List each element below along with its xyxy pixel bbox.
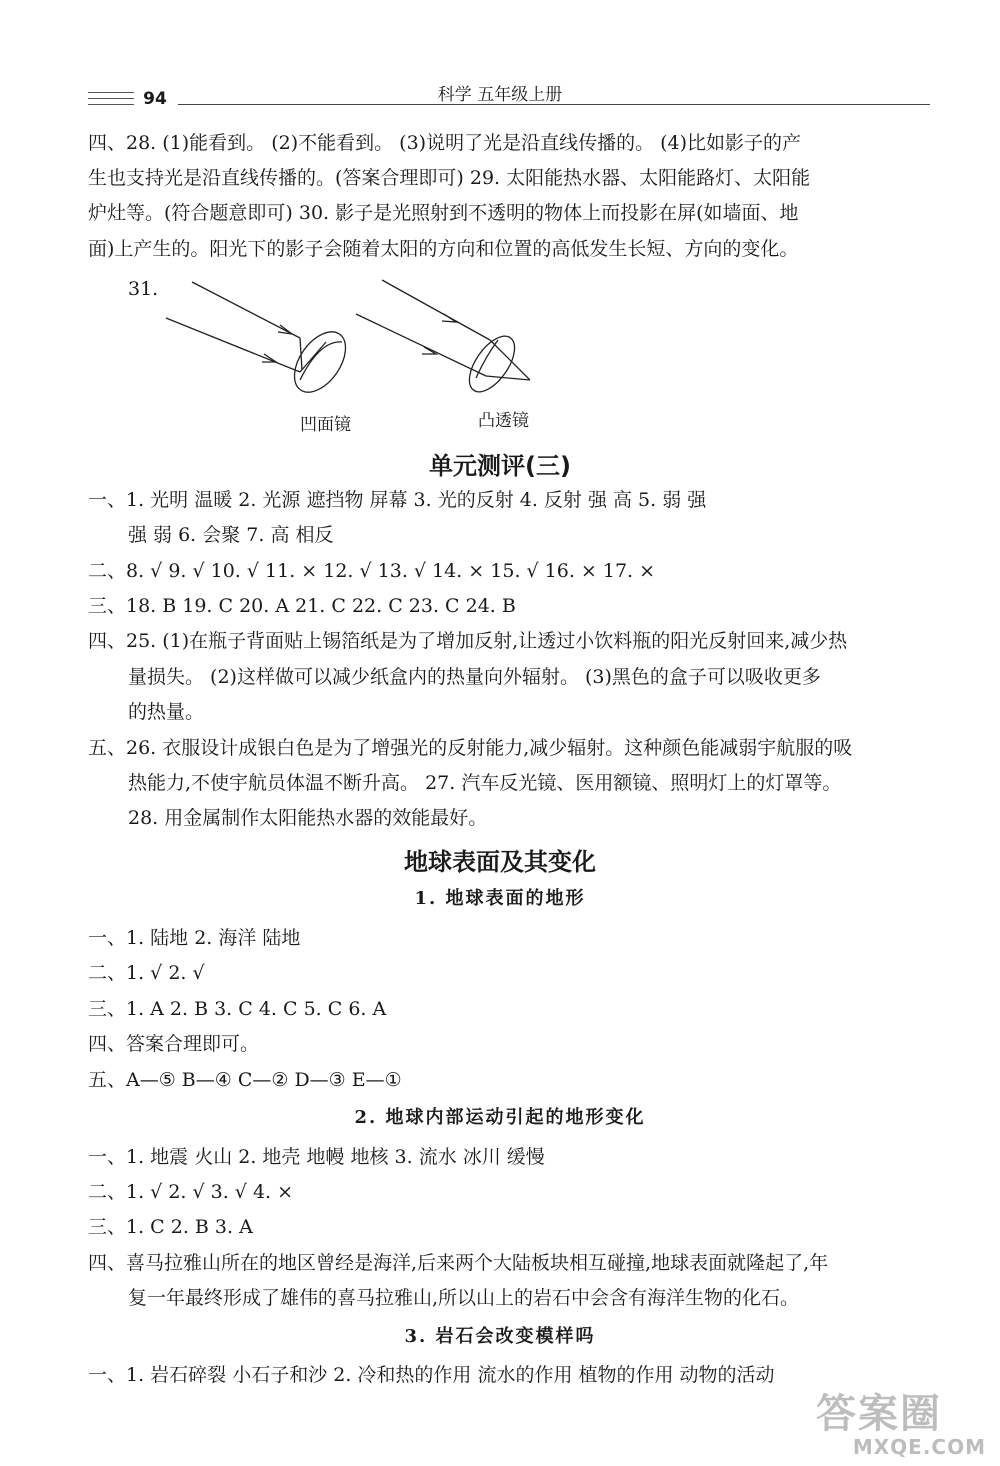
answer-line: 一、1. 地震 火山 2. 地壳 地幔 地核 3. 流水 冰川 缓慢 — [88, 1146, 545, 1168]
reflected-ray — [300, 342, 326, 372]
diagram-label-convex-lens: 凸透镜 — [478, 411, 529, 431]
header-rule — [178, 104, 930, 105]
incident-ray — [192, 282, 300, 338]
answer-line: 五、26. 衣服设计成银白色是为了增强光的反射能力,减少辐射。这种颜色能减弱宇航服的吸 — [88, 737, 853, 759]
answer-line: 面)上产生的。阳光下的影子会随着太阳的方向和位置的高低发生长短、方向的变化。 — [88, 238, 799, 260]
answer-line: 热能力,不使宇航员体温不断升高。 27. 汽车反光镜、医用额镜、照明灯上的灯罩等。 — [128, 772, 842, 794]
watermark-text: 答案圈 — [816, 1391, 942, 1437]
page-number: 94 — [143, 89, 167, 109]
answer-line: 一、1. 光明 温暖 2. 光源 遮挡物 屏幕 3. 光的反射 4. 反射 强 高 5. 弱 强 — [88, 489, 707, 511]
unit-test-3-title: 单元测评(三) — [429, 452, 571, 480]
answer-line: 一、1. 陆地 2. 海洋 陆地 — [88, 927, 301, 949]
subsection-title: 1. 地球表面的地形 — [414, 888, 586, 909]
answer-line: 五、A—⑤ B—④ C—② D—③ E—① — [88, 1069, 402, 1091]
answer-line: 四、答案合理即可。 — [88, 1033, 260, 1055]
answer-line: 二、1. √ 2. √ — [88, 962, 205, 984]
answer-line: 的热量。 — [128, 701, 205, 723]
answer-line: 复一年最终形成了雄伟的喜马拉雅山,所以山上的岩石中会含有海洋生物的化石。 — [128, 1287, 800, 1309]
answer-line: 量损失。 (2)这样做可以减少纸盒内的热量向外辐射。 (3)黑色的盒子可以吸收更多 — [128, 666, 821, 688]
answer-line: 四、25. (1)在瓶子背面贴上锡箔纸是为了增加反射,让透过小饮料瓶的阳光反射回来,减少热 — [88, 630, 848, 652]
question-31-label: 31. — [128, 278, 159, 300]
incident-ray — [382, 280, 490, 340]
earth-section-title: 地球表面及其变化 — [404, 848, 596, 876]
subsection-title: 2. 地球内部运动引起的地形变化 — [354, 1107, 646, 1128]
answer-line: 三、1. A 2. B 3. C 4. C 5. C 6. A — [88, 998, 387, 1020]
incident-ray — [166, 318, 300, 372]
answer-line: 二、1. √ 2. √ 3. √ 4. × — [88, 1181, 294, 1203]
answer-line: 四、喜马拉雅山所在的地区曾经是海洋,后来两个大陆板块相互碰撞,地球表面就隆起了,年 — [88, 1252, 829, 1274]
answer-line: 28. 用金属制作太阳能热水器的效能最好。 — [128, 807, 488, 829]
answer-line: 强 弱 6. 会聚 7. 高 相反 — [128, 524, 334, 546]
refracted-ray — [490, 340, 530, 380]
incident-ray — [356, 314, 486, 376]
optics-diagram — [150, 270, 550, 410]
answer-line: 三、18. B 19. C 20. A 21. C 22. C 23. C 24. B — [88, 595, 516, 617]
answer-line: 炉灶等。(符合题意即可) 30. 影子是光照射到不透明的物体上而投影在屏(如墙面、地 — [88, 202, 799, 224]
diagram-label-concave-mirror: 凹面镜 — [300, 415, 351, 435]
concave-mirror — [284, 323, 356, 402]
watermark — [816, 1392, 986, 1458]
header-title: 科学 五年级上册 — [437, 85, 563, 105]
answer-line: 三、1. C 2. B 3. A — [88, 1216, 253, 1238]
subsection-title: 3. 岩石会改变模样吗 — [404, 1326, 596, 1347]
answer-line: 一、1. 岩石碎裂 小石子和沙 2. 冷和热的作用 流水的作用 植物的作用 动物的活动 — [88, 1364, 775, 1386]
answer-line: 二、8. √ 9. √ 10. √ 11. × 12. √ 13. √ 14. × 15. √ 16. × 17. × — [88, 560, 656, 582]
watermark-url: MXQE.COM — [852, 1435, 986, 1459]
arrow-head — [278, 325, 292, 334]
refracted-ray — [486, 376, 530, 380]
answer-line: 生也支持光是沿直线传播的。(答案合理即可) 29. 太阳能热水器、太阳能路灯、太阳能 — [88, 167, 811, 189]
answer-line: 四、28. (1)能看到。 (2)不能看到。 (3)说明了光是沿直线传播的。 (4)比如影子的产 — [88, 132, 802, 154]
